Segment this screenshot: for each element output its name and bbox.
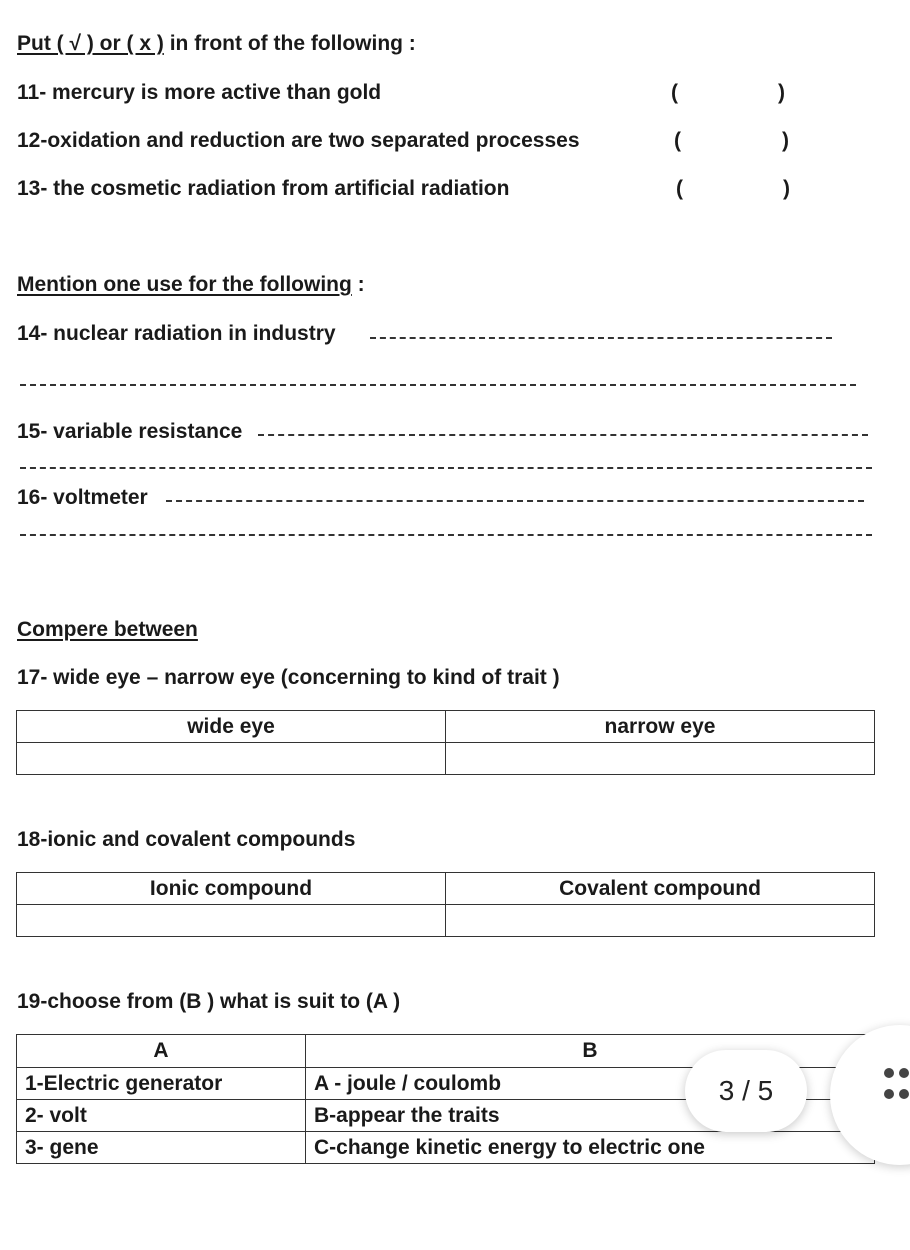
q11-text: 11- mercury is more active than gold <box>17 81 382 104</box>
q17-col-narrow-eye: narrow eye <box>446 711 875 743</box>
q19-col-a: A <box>17 1035 306 1068</box>
page-indicator[interactable]: 3 / 5 <box>685 1050 807 1132</box>
q18-compare-table <box>16 872 875 937</box>
q14-text: 14- nuclear radiation in industry <box>17 322 336 345</box>
section2-heading: Mention one use for the following : <box>17 273 365 296</box>
q17-answer-narrow-eye[interactable] <box>446 743 875 775</box>
q13-text: 13- the cosmetic radiation from artificial radiation <box>17 177 510 200</box>
grid-dots-icon <box>882 1066 910 1102</box>
section1-heading: Put ( √ ) or ( x ) in front of the following : <box>17 32 416 55</box>
q16-text: 16- voltmeter <box>17 486 148 509</box>
q19-row-a: 2- volt <box>17 1100 306 1132</box>
q18-col-covalent: Covalent compound <box>446 873 875 905</box>
q11-answer-close: ) <box>778 81 785 104</box>
q15-answer-line-1[interactable] <box>258 434 868 436</box>
q18-answer-ionic[interactable] <box>17 905 446 937</box>
q19-col-b: B <box>306 1035 875 1068</box>
q19-text: 19-choose from (B ) what is suit to (A ) <box>17 990 401 1013</box>
q18-answer-covalent[interactable] <box>446 905 875 937</box>
q15-answer-line-2[interactable] <box>20 467 872 469</box>
section3-heading: Compere between <box>17 618 198 641</box>
q19-row-a: 3- gene <box>17 1132 306 1164</box>
q16-answer-line-2[interactable] <box>20 534 872 536</box>
q17-col-wide-eye: wide eye <box>17 711 446 743</box>
q18-col-ionic: Ionic compound <box>17 873 446 905</box>
q12-text: 12-oxidation and reduction are two separated processes <box>17 129 580 152</box>
q13-answer-close: ) <box>783 177 790 200</box>
q15-text: 15- variable resistance <box>17 420 243 443</box>
q13-answer-open[interactable]: ( <box>676 177 683 200</box>
q12-answer-close: ) <box>782 129 789 152</box>
q19-row-b: C-change kinetic energy to electric one <box>306 1132 875 1164</box>
q19-row-b: B-appear the traits <box>306 1100 875 1132</box>
q11-answer-open[interactable]: ( <box>671 81 678 104</box>
q14-answer-line-2[interactable] <box>20 384 856 386</box>
q17-compare-table <box>16 710 875 775</box>
q18-text: 18-ionic and covalent compounds <box>17 828 356 851</box>
q17-answer-wide-eye[interactable] <box>17 743 446 775</box>
q16-answer-line-1[interactable] <box>166 500 864 502</box>
q19-row-b: A - joule / coulomb <box>306 1068 875 1100</box>
q19-row-a: 1-Electric generator <box>17 1068 306 1100</box>
q12-answer-open[interactable]: ( <box>674 129 681 152</box>
q17-text: 17- wide eye – narrow eye (concerning to kind of trait ) <box>17 666 560 689</box>
q14-answer-line-1[interactable] <box>370 337 832 339</box>
